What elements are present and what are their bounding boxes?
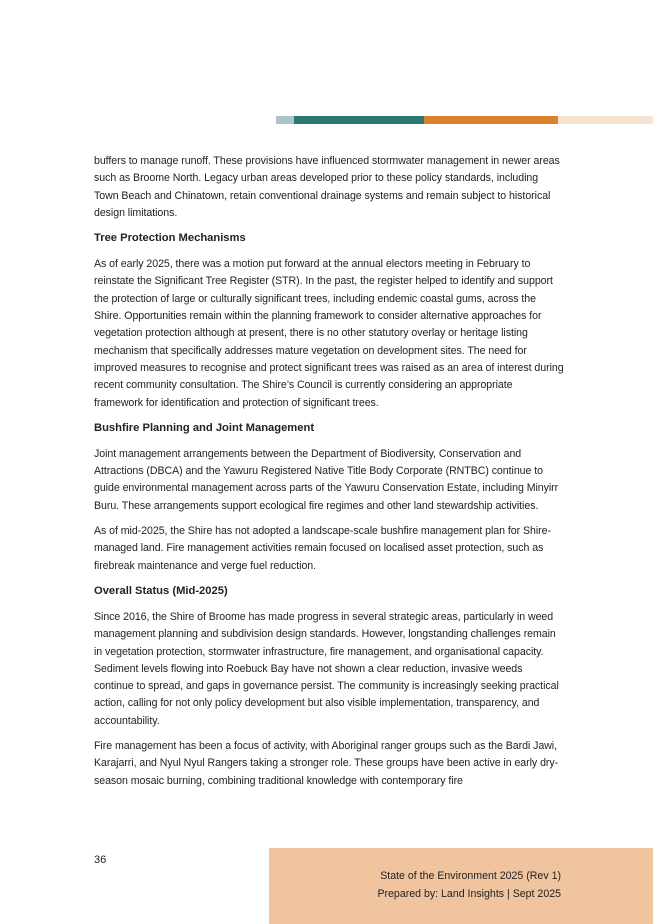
page-number: 36 xyxy=(94,854,107,866)
footer-box xyxy=(269,848,653,924)
footer-prepared-by: Prepared by: Land Insights | Sept 2025 xyxy=(377,888,561,900)
tree-protection-heading: Tree Protection Mechanisms xyxy=(94,232,246,245)
overall-status-heading: Overall Status (Mid-2025) xyxy=(94,584,228,597)
page-body xyxy=(94,153,564,798)
footer-document-title: State of the Environment 2025 (Rev 1) xyxy=(380,870,561,882)
bushfire-paragraph-2: As of mid-2025, the Shire has not adopted a landscape-scale bushfire management plan for Shire-managed land. Fire management activities remain focused on localised asset protection, such as firebreak maintenance and verge fuel reduction. xyxy=(94,525,551,572)
bushfire-heading: Bushfire Planning and Joint Management xyxy=(94,421,315,434)
intro-paragraph: buffers to manage runoff. These provisions have influenced stormwater management in newer areas such as Broome North. Legacy urban areas developed prior to these policy standards, including Town Beach and Chinatown, retain conventional drainage systems and remain subject to historical design limitations. xyxy=(94,155,560,219)
tree-protection-paragraph: As of early 2025, there was a motion put forward at the annual electors meeting in February to reinstate the Significant Tree Register (STR). In the past, the register helped to identify and support the protection of large or culturally significant trees, including endemic coastal gums, across the Shire. Opportunities remain within the planning framework to consider alternative approaches for vegetation protection although at present, there is no other statutory overlay or heritage listing mechanism that specifically addresses mature vegetation on development sites. The need for improved measures to recognise and protect significant trees was raised as an area of interest during recent community consultation. The Shire’s Council is currently considering an appropriate framework for identification and protection of significant trees. xyxy=(94,258,564,409)
overall-status-paragraph: Since 2016, the Shire of Broome has made progress in several strategic areas, particularly in weed management planning and subdivision design standards. However, longstanding challenges remain in vegetation protection, stormwater infrastructure, fire management, and organisational capacity. Sediment levels flowing into Roebuck Bay have not shown a clear reduction, invasive weeds continue to spread, and gaps in governance persist. The community is increasingly seeking practical action, calling for not only policy development but also visible implementation, transparency, and accountability. xyxy=(94,610,559,727)
fire-management-paragraph: Fire management has been a focus of activity, with Aboriginal ranger groups such as the Bardi Jawi, Karajarri, and Nyul Nyul Rangers taking a stronger role. These groups have been active in early dry-season mosaic burning, combining traditional knowledge with contemporary fire xyxy=(94,740,559,787)
header-bar-segment-orange xyxy=(424,116,558,124)
header-color-bar xyxy=(276,116,653,124)
bushfire-paragraph-1: Joint management arrangements between the Department of Biodiversity, Conservation and Attractions (DBCA) and the Yawuru Registered Native Title Body Corporate (RNTBC) continue to guide environmental management across parts of the Yawuru Conservation Estate, including Minyirr Buru. These arrangements support ecological fire regimes and other land stewardship activities. xyxy=(94,447,559,512)
header-bar-segment-peach xyxy=(558,116,653,124)
header-bar-segment-teal xyxy=(294,116,424,124)
header-bar-segment-light-teal xyxy=(276,116,294,124)
